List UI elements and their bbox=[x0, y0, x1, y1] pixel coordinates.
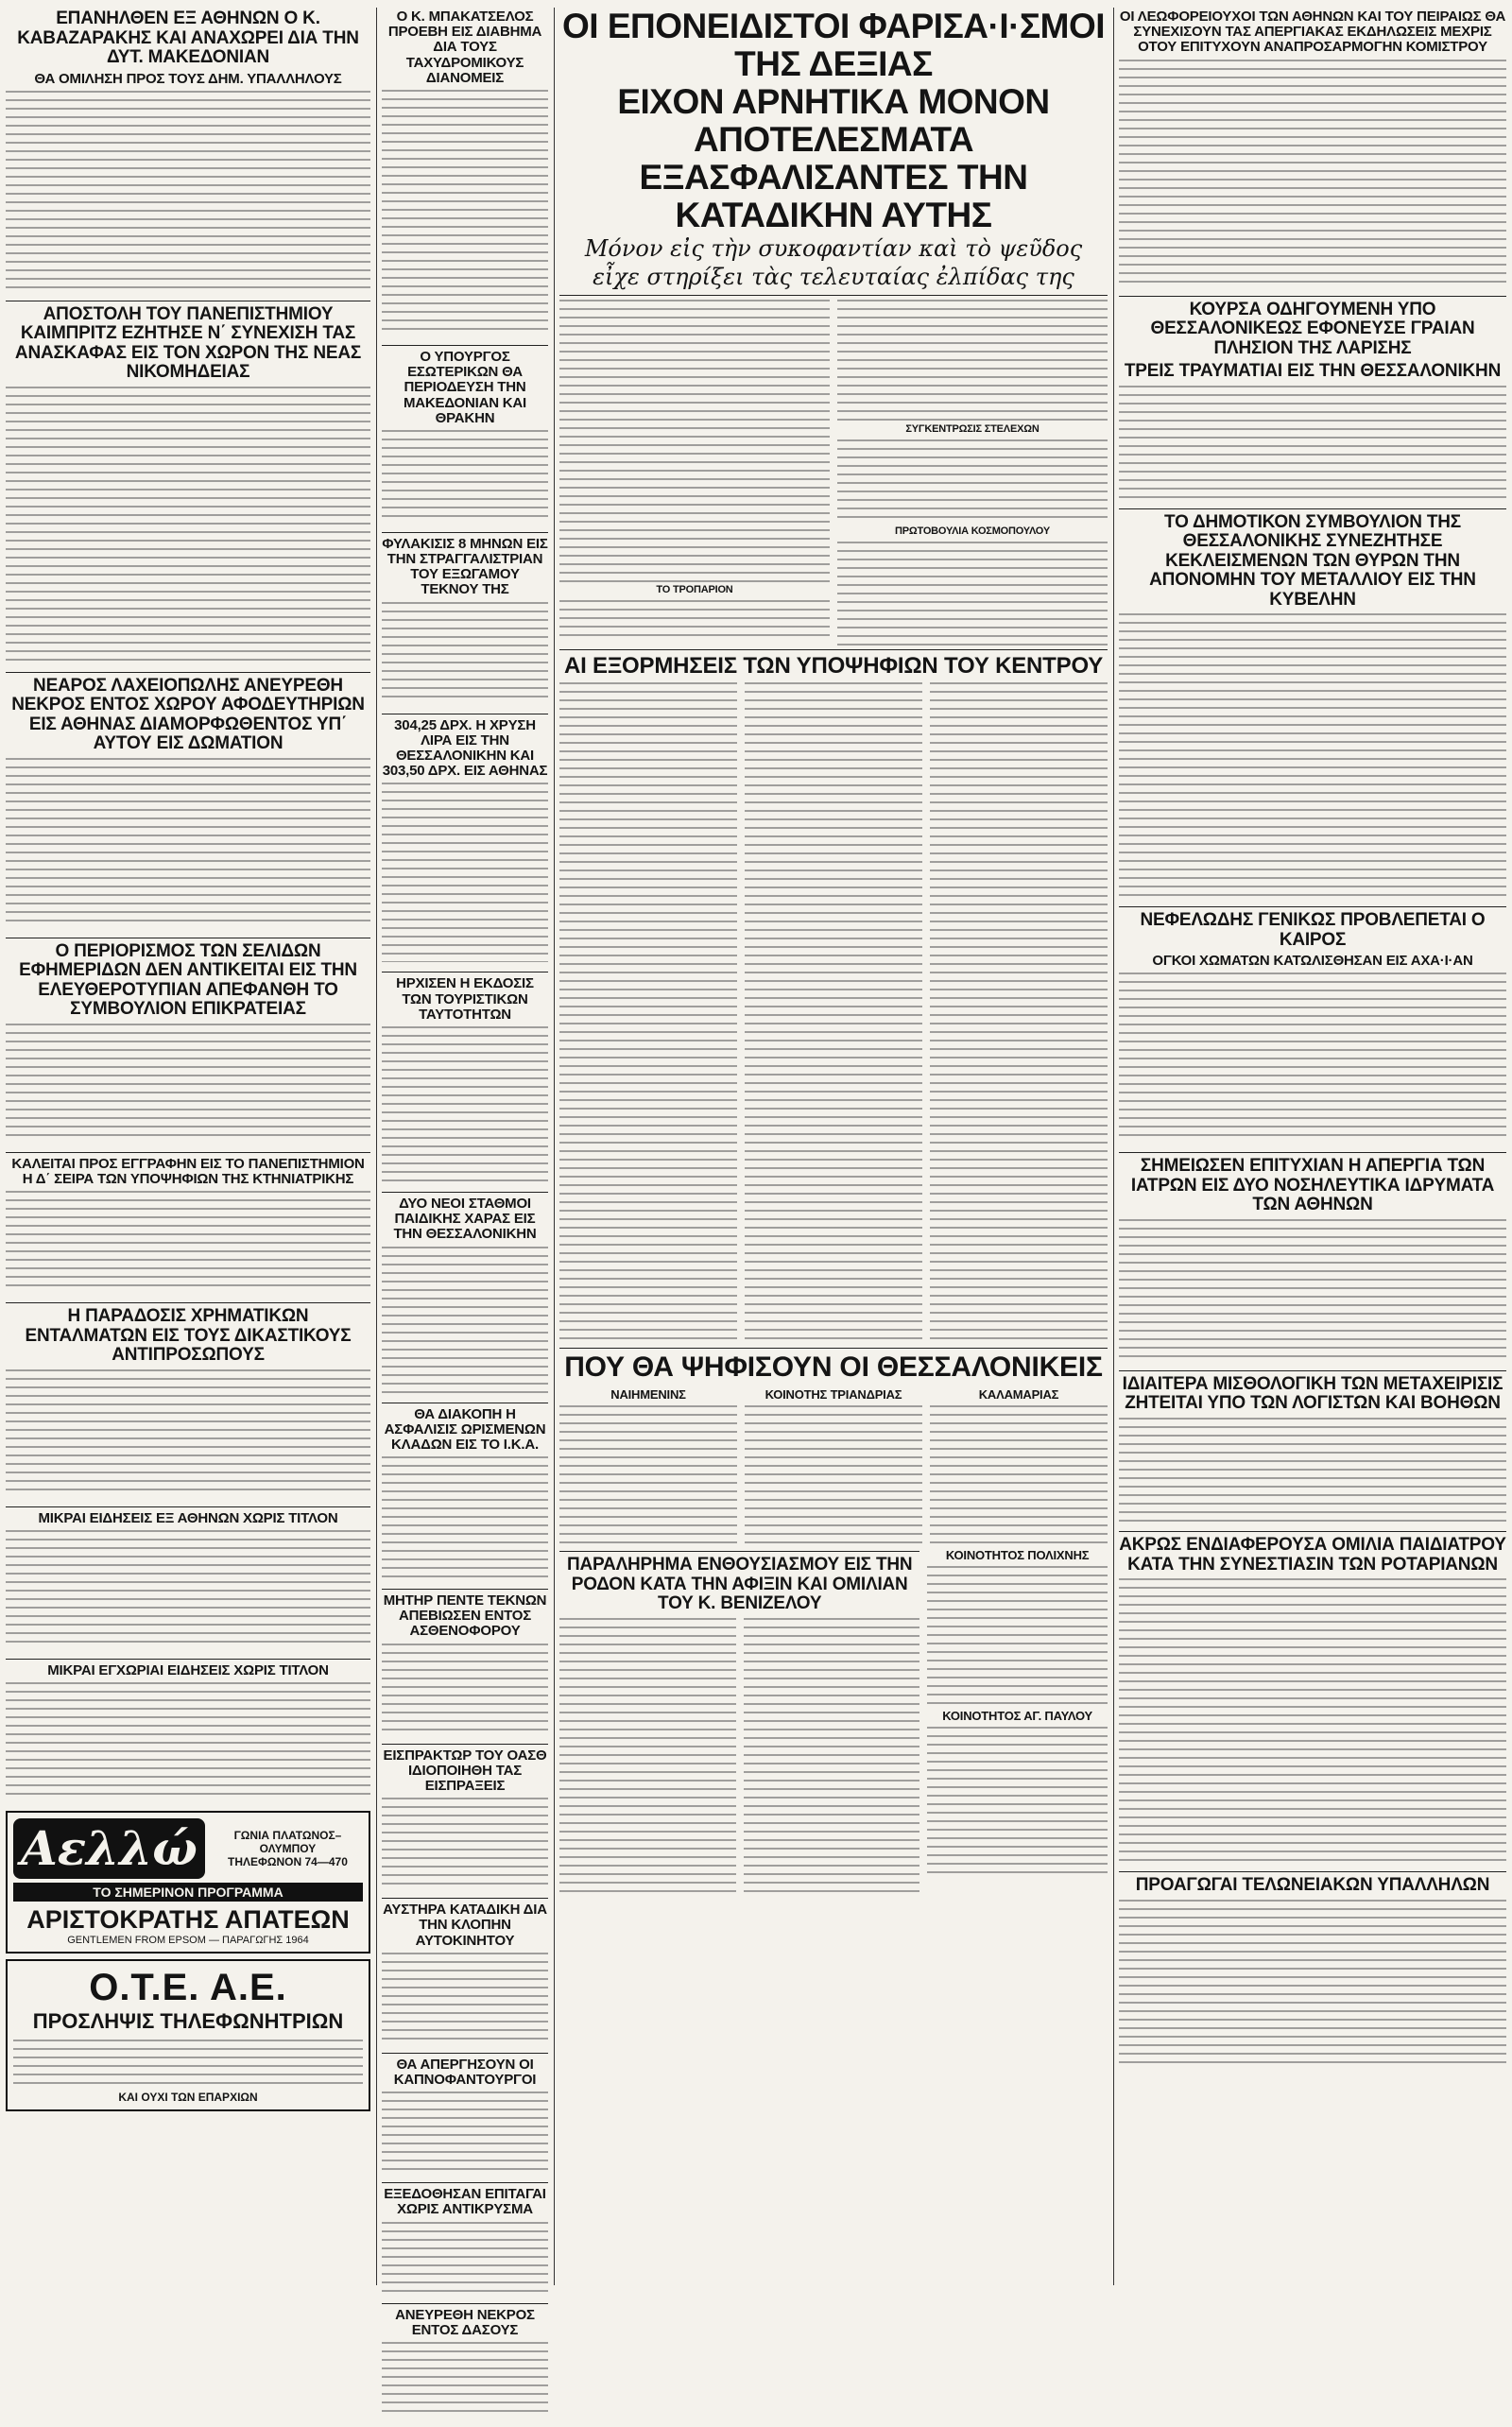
main-banner-headline bbox=[559, 8, 1108, 291]
headline: ΠΑΡΑΛΗΡΗΜΑ ΕΝΘΟΥΣΙΑΣΜΟΥ ΕΙΣ ΤΗΝ ΡΟΔΟΝ ΚΑΤΑ ΤΗΝ ΑΦΙΞΙΝ ΚΑΙ ΟΜΙΛΙΑΝ ΤΟΥ Κ. ΒΕΝΙΖΕΛΟΥ bbox=[566, 1555, 913, 1614]
article-text bbox=[1119, 1578, 1506, 1862]
headline: ΝΕΑΡΟΣ ΛΑΧΕΙΟΠΩΛΗΣ ΑΝΕΥΡΕΘΗ ΝΕΚΡΟΣ ΕΝΤΟΣ ΧΩΡΟΥ ΑΦΟΔΕΥΤΗΡΙΩΝ ΕΙΣ ΑΘΗΝΑΣ ΔΙΑΜΟΡΦΩΘΕΝΤΟΣ ΥΠ΄ ΑΥΤΟΥ ΕΙΣ ΔΩΜΑΤΙΟΝ bbox=[11, 675, 365, 754]
subheadline: ΤΡΕΙΣ ΤΡΑΥΜΑΤΙΑΙ ΕΙΣ ΤΗΝ ΘΕΣΣΑΛΟΝΙΚΗΝ bbox=[1124, 361, 1502, 382]
cinema-address: ΓΩΝΙΑ ΠΛΑΤΩΝΟΣ–ΟΛΥΜΠΟΥ bbox=[233, 1829, 342, 1856]
article-text bbox=[927, 1566, 1108, 1708]
banner-line: ΟΙ ΕΠΟΝΕΙΔΙΣΤΟΙ ΦΑΡΙΣΑ·Ι·ΣΜΟΙ ΤΗΣ ΔΕΞΙΑΣ bbox=[561, 8, 1106, 83]
article-text bbox=[1119, 1900, 1506, 2070]
cinema-phone: ΤΗΛΕΦΩΝΟΝ 74—470 bbox=[228, 1855, 348, 1869]
ad-text bbox=[13, 2040, 363, 2091]
headline: ΦΥΛΑΚΙΣΙΣ 8 ΜΗΝΩΝ ΕΙΣ ΤΗΝ ΣΤΡΑΓΓΑΛΙΣΤΡΙΑΝ ΤΟΥ ΕΞΩΓΑΜΟΥ ΤΕΚΝΟΥ ΤΗΣ bbox=[382, 535, 548, 598]
banner-subline: εἶχε στηρίξει τὰς τελευταίας ἐλπίδας της bbox=[593, 264, 1074, 290]
column-right bbox=[1119, 8, 1506, 2079]
article bbox=[6, 1307, 370, 1497]
ote-tail: ΚΑΙ ΟΥΧΙ ΤΩΝ ΕΠΑΡΧΙΩΝ bbox=[118, 2091, 258, 2105]
article-text bbox=[6, 387, 370, 663]
article-text bbox=[1119, 973, 1506, 1143]
article-text bbox=[6, 758, 370, 928]
article-text bbox=[927, 1727, 1108, 1878]
article-text bbox=[6, 1682, 370, 1801]
article-text bbox=[382, 2222, 548, 2294]
article-text bbox=[837, 439, 1108, 525]
article-text bbox=[1119, 1418, 1506, 1522]
article-text bbox=[745, 1405, 922, 1547]
article-text bbox=[6, 1191, 370, 1293]
headline: ΜΙΚΡΑΙ ΕΙΔΗΣΕΙΣ ΕΞ ΑΘΗΝΩΝ ΧΩΡΙΣ ΤΙΤΛΟΝ bbox=[38, 1509, 338, 1526]
subheadline: ΟΓΚΟΙ ΧΩΜΑΤΩΝ ΚΑΤΩΛΙΣΘΗΣΑΝ ΕΙΣ ΑΧΑ·Ι·ΑΝ bbox=[1152, 953, 1473, 970]
article bbox=[6, 305, 370, 663]
subheading: ΚΟΙΝΟΤΗΤΟΣ ΑΓ. ΠΑΥΛΟΥ bbox=[942, 1709, 1093, 1724]
article-text bbox=[559, 1618, 736, 1892]
article-text bbox=[1119, 60, 1506, 286]
column-rule bbox=[554, 8, 555, 2285]
article-text bbox=[930, 682, 1108, 1344]
article-text bbox=[382, 783, 548, 962]
program-bar: ΤΟ ΣΗΜΕΡΙΝΟΝ ΠΡΟΓΡΑΜΜΑ bbox=[13, 1883, 363, 1902]
article bbox=[6, 1157, 370, 1293]
article-text bbox=[930, 1405, 1108, 1547]
article-text bbox=[382, 1644, 548, 1734]
headline: ΑΚΡΩΣ ΕΝΔΙΑΦΕΡΟΥΣΑ ΟΜΙΛΙΑ ΠΑΙΔΙΑΤΡΟΥ ΚΑΤΑ ΤΗΝ ΣΥΝΕΣΤΙΑΣΙΝ ΤΩΝ ΡΟΤΑΡΙΑΝΩΝ bbox=[1119, 1535, 1506, 1575]
headline: ΠΟΥ ΘΑ ΨΗΦΙΣΟΥΝ ΟΙ ΘΕΣΣΑΛΟΝΙΚΕΙΣ bbox=[564, 1351, 1103, 1383]
banner-line: ΕΙΧΟΝ ΑΡΝΗΤΙΚΑ ΜΟΝΟΝ ΑΠΟΤΕΛΕΣΜΑΤΑ bbox=[617, 82, 1050, 159]
film-subtitle: GENTLEMEN FROM EPSOM — ΠΑΡΑΓΩΓΗΣ 1964 bbox=[67, 1935, 309, 1947]
headline: ΕΠΑΝΗΛΘΕΝ ΕΞ ΑΘΗΝΩΝ Ο Κ. ΚΑΒΑΖΑΡΑΚΗΣ ΚΑΙ ΑΝΑΧΩΡΕΙ ΔΙΑ ΤΗΝ ΔΥΤ. ΜΑΚΕΔΟΝΙΑΝ bbox=[17, 9, 359, 68]
article-text bbox=[1119, 386, 1506, 499]
cinema-advertisement bbox=[6, 1811, 370, 1954]
column-rule bbox=[1113, 8, 1114, 2285]
ote-title: Ο.Τ.Ε. Α.Ε. bbox=[89, 1967, 287, 2009]
article-text bbox=[837, 542, 1108, 645]
headline: ΝΕΦΕΛΩΔΗΣ ΓΕΝΙΚΩΣ ΠΡΟΒΛΕΠΕΤΑΙ Ο ΚΑΙΡΟΣ bbox=[1140, 910, 1486, 950]
article-text bbox=[382, 602, 548, 704]
article-text bbox=[382, 90, 548, 336]
headline: Ο ΠΕΡΙΟΡΙΣΜΟΣ ΤΩΝ ΣΕΛΙΔΩΝ ΕΦΗΜΕΡΙΔΩΝ ΔΕΝ ΑΝΤΙΚΕΙΤΑΙ ΕΙΣ ΤΗΝ ΕΛΕΥΘΕΡΟΤΥΠΙΑΝ ΑΠΕΦΑΝΘΗ ΤΟ ΣΥΜΒΟΥΛΙΟΝ ΕΠΙΚΡΑΤΕΙΑΣ bbox=[19, 940, 357, 1020]
film-title: ΑΡΙΣΤΟΚΡΑΤΗΣ ΑΠΑΤΕΩΝ bbox=[26, 1905, 350, 1935]
ote-advertisement bbox=[6, 1959, 370, 2111]
headline: ΜΙΚΡΑΙ ΕΓΧΩΡΙΑΙ ΕΙΔΗΣΕΙΣ ΧΩΡΙΣ ΤΙΤΛΟΝ bbox=[47, 1662, 329, 1679]
headline: ΟΙ ΛΕΩΦΟΡΕΙΟΥΧΟΙ ΤΩΝ ΑΘΗΝΩΝ ΚΑΙ ΤΟΥ ΠΕΙΡΑΙΩΣ ΘΑ ΣΥΝΕΧΙΣΟΥΝ ΤΑΣ ΑΠΕΡΓΙΑΚΑΣ ΕΚΔΗΛΩΣΕΙΣ ΜΕΧΡΙΣ ΟΤΟΥ ΕΠΙΤΥΧΟΥΝ ΑΝΑΠΡΟΣΑΡΜΟΓΗΝ ΚΟΜΙΣΤΡΟΥ bbox=[1119, 9, 1506, 56]
ote-subtitle: ΠΡΟΣΛΗΨΙΣ ΤΗΛΕΦΩΝΗΤΡΙΩΝ bbox=[32, 2009, 344, 2034]
article-text bbox=[382, 1953, 548, 2043]
article-text bbox=[559, 600, 830, 638]
article-text bbox=[559, 682, 737, 1344]
headline: Ο Κ. ΜΠΑΚΑΤΣΕΛΟΣ ΠΡΟΕΒΗ ΕΙΣ ΔΙΑΒΗΜΑ ΔΙΑ ΤΟΥΣ ΤΑΧΥΔΡΟΜΙΚΟΥΣ ΔΙΑΝΟΜΕΙΣ bbox=[387, 9, 542, 86]
column-second bbox=[382, 8, 548, 2427]
article-text bbox=[559, 1405, 737, 1547]
article-text bbox=[6, 1369, 370, 1497]
article-text bbox=[382, 2091, 548, 2173]
subheadline: ΘΑ ΟΜΙΛΗΣΗ ΠΡΟΣ ΤΟΥΣ ΔΗΜ. ΥΠΑΛΛΗΛΟΥΣ bbox=[34, 70, 342, 87]
article bbox=[6, 9, 370, 291]
headline: Ο ΥΠΟΥΡΓΟΣ ΕΣΩΤΕΡΙΚΩΝ ΘΑ ΠΕΡΙΟΔΕΥΣΗ ΤΗΝ ΜΑΚΕΔΟΝΙΑΝ ΚΑΙ ΘΡΑΚΗΝ bbox=[403, 348, 527, 426]
article-text bbox=[1119, 1219, 1506, 1361]
article bbox=[6, 942, 370, 1143]
headline: 304,25 ΔΡΧ. Η ΧΡΥΣΗ ΛΙΡΑ ΕΙΣ ΤΗΝ ΘΕΣΣΑΛΟΝΙΚΗΝ ΚΑΙ 303,50 ΔΡΧ. ΕΙΣ ΑΘΗΝΑΣ bbox=[382, 716, 548, 780]
article-text bbox=[6, 1530, 370, 1649]
article-text bbox=[6, 1024, 370, 1143]
headline: ΘΑ ΑΠΕΡΓΗΣΟΥΝ ΟΙ ΚΑΠΝΟΦΑΝΤΟΥΡΓΟΙ bbox=[393, 2056, 537, 2088]
article-text bbox=[1119, 613, 1506, 897]
article-text bbox=[382, 1456, 548, 1579]
cinema-logo: Αελλώ bbox=[13, 1818, 205, 1879]
subheading: ΚΑΛΑΜΑΡΙΑΣ bbox=[978, 1387, 1059, 1403]
article-text bbox=[559, 300, 830, 583]
article-text bbox=[837, 300, 1108, 422]
subheading: ΠΡΩΤΟΒΟΥΛΙΑ ΚΟΣΜΟΠΟΥΛΟΥ bbox=[895, 525, 1050, 537]
article-text bbox=[744, 1618, 920, 1892]
headline: ΘΑ ΔΙΑΚΟΠΗ Η ΑΣΦΑΛΙΣΙΣ ΩΡΙΣΜΕΝΩΝ ΚΛΑΔΩΝ ΕΙΣ ΤΟ Ι.Κ.Α. bbox=[384, 1405, 546, 1453]
subheading: ΝΑΙΗΜΕΝΙΝΣ bbox=[610, 1387, 686, 1403]
column-rule bbox=[376, 8, 377, 2285]
article-text bbox=[6, 91, 370, 291]
subheading: ΤΟ ΤΡΟΠΑΡΙΟΝ bbox=[656, 584, 733, 595]
article-text bbox=[382, 430, 548, 523]
headline: ΑΝΕΥΡΕΘΗ ΝΕΚΡΟΣ ΕΝΤΟΣ ΔΑΣΟΥΣ bbox=[395, 2306, 535, 2338]
subheading: ΚΟΙΝΟΤΗΤΟΣ ΠΟΛΙΧΝΗΣ bbox=[945, 1548, 1090, 1563]
article bbox=[6, 1663, 370, 1801]
headline: ΤΟ ΔΗΜΟΤΙΚΟΝ ΣΥΜΒΟΥΛΙΟΝ ΤΗΣ ΘΕΣΣΑΛΟΝΙΚΗΣ ΣΥΝΕΖΗΤΗΣΕ ΚΕΚΛΕΙΣΜΕΝΩΝ ΤΩΝ ΘΥΡΩΝ ΤΗΝ ΑΠΟΝΟΜΗΝ ΤΟΥ ΜΕΤΑΛΛΙΟΥ ΕΙΣ ΤΗΝ ΚΥΒΕΛΗΝ bbox=[1149, 511, 1476, 610]
article-text bbox=[382, 1798, 548, 1888]
headline: ΜΗΤΗΡ ΠΕΝΤΕ ΤΕΚΝΩΝ ΑΠΕΒΙΩΣΕΝ ΕΝΤΟΣ ΑΣΘΕΝΟΦΟΡΟΥ bbox=[383, 1592, 547, 1640]
banner-line: ΕΞΑΣΦΑΛΙΣΑΝΤΕΣ ΤΗΝ ΚΑΤΑΔΙΚΗΝ ΑΥΤΗΣ bbox=[639, 158, 1028, 234]
headline: ΔΥΟ ΝΕΟΙ ΣΤΑΘΜΟΙ ΠΑΙΔΙΚΗΣ ΧΑΡΑΣ ΕΙΣ ΤΗΝ ΘΕΣΣΑΛΟΝΙΚΗΝ bbox=[393, 1195, 537, 1243]
headline: ΑΥΣΤΗΡΑ ΚΑΤΑΔΙΚΗ ΔΙΑ ΤΗΝ ΚΛΟΠΗΝ ΑΥΤΟΚΙΝΗΤΟΥ bbox=[383, 1902, 547, 1949]
headline: ΠΡΟΑΓΩΓΑΙ ΤΕΛΩΝΕΙΑΚΩΝ ΥΠΑΛΛΗΛΩΝ bbox=[1135, 1875, 1490, 1896]
headline: ΕΞΕΔΟΘΗΣΑΝ ΕΠΙΤΑΓΑΙ ΧΩΡΙΣ ΑΝΤΙΚΡΥΣΜΑ bbox=[384, 2186, 546, 2218]
headline: ΗΡΧΙΣΕΝ Η ΕΚΔΟΣΙΣ ΤΩΝ ΤΟΥΡΙΣΤΙΚΩΝ ΤΑΥΤΟΤΗΤΩΝ bbox=[396, 975, 534, 1023]
headline: ΕΙΣΠΡΑΚΤΩΡ ΤΟΥ ΟΑΣΘ ΙΔΙΟΠΟΙΗΘΗ ΤΑΣ ΕΙΣΠΡΑΞΕΙΣ bbox=[383, 1747, 547, 1794]
headline: ΚΟΥΡΣΑ ΟΔΗΓΟΥΜΕΝΗ ΥΠΟ ΘΕΣΣΑΛΟΝΙΚΕΩΣ ΕΦΟΝΕΥΣΕ ΓΡΑΙΑΝ ΠΛΗΣΙΟΝ ΤΗΣ ΛΑΡΙΣΗΣ bbox=[1150, 299, 1475, 358]
article-text bbox=[382, 1247, 548, 1393]
article-text bbox=[382, 1026, 548, 1182]
headline: Η ΠΑΡΑΔΟΣΙΣ ΧΡΗΜΑΤΙΚΩΝ ΕΝΤΑΛΜΑΤΩΝ ΕΙΣ ΤΟΥΣ ΔΙΚΑΣΤΙΚΟΥΣ ΑΝΤΙΠΡΟΣΩΠΟΥΣ bbox=[25, 1306, 352, 1366]
headline: ΑΠΟΣΤΟΛΗ ΤΟΥ ΠΑΝΕΠΙΣΤΗΜΙΟΥ ΚΑΙΜΠΡΙΤΖ ΕΖΗΤΗΣΕ Ν΄ ΣΥΝΕΧΙΣΗ ΤΑΣ ΑΝΑΣΚΑΦΑΣ ΕΙΣ ΤΟΝ ΧΩΡΟΝ ΤΗΣ ΝΕΑΣ ΝΙΚΟΜΗΔΕΙΑΣ bbox=[14, 303, 362, 383]
article bbox=[6, 1511, 370, 1649]
headline: ΚΑΛΕΙΤΑΙ ΠΡΟΣ ΕΓΓΡΑΦΗΝ ΕΙΣ ΤΟ ΠΑΝΕΠΙΣΤΗΜΙΟΝ Η Δ΄ ΣΕΙΡΑ ΤΩΝ ΥΠΟΨΗΦΙΩΝ ΤΗΣ ΚΤΗΝΙΑΤΡΙΚΗΣ bbox=[11, 1155, 365, 1188]
subheading: ΣΥΓΚΕΝΤΡΩΣΙΣ ΣΤΕΛΕΧΩΝ bbox=[905, 423, 1040, 435]
article-text bbox=[745, 682, 922, 1344]
article bbox=[6, 677, 370, 928]
article-text bbox=[382, 2342, 548, 2418]
banner-subline: Μόνον εἰς τὴν συκοφαντίαν καὶ τὸ ψεῦδος bbox=[584, 235, 1083, 262]
headline: ΑΙ ΕΞΟΡΜΗΣΕΙΣ ΤΩΝ ΥΠΟΨΗΦΙΩΝ ΤΟΥ ΚΕΝΤΡΟΥ bbox=[563, 652, 1104, 679]
column-center bbox=[559, 8, 1108, 1892]
headline: ΣΗΜΕΙΩΣΕΝ ΕΠΙΤΥΧΙΑΝ Η ΑΠΕΡΓΙΑ ΤΩΝ ΙΑΤΡΩΝ ΕΙΣ ΔΥΟ ΝΟΣΗΛΕΥΤΙΚΑ ΙΔΡΥΜΑΤΑ ΤΩΝ ΑΘΗΝΩΝ bbox=[1130, 1156, 1495, 1215]
headline: ΙΔΙΑΙΤΕΡΑ ΜΙΣΘΟΛΟΓΙΚΗ ΤΩΝ ΜΕΤΑΧΕΙΡΙΣΙΣ ΖΗΤΕΙΤΑΙ ΥΠΟ ΤΩΝ ΛΟΓΙΣΤΩΝ ΚΑΙ ΒΟΗΘΩΝ bbox=[1122, 1373, 1503, 1414]
subheading: ΚΟΙΝΟΤΗΣ ΤΡΙΑΝΔΡΙΑΣ bbox=[765, 1387, 902, 1403]
column-left bbox=[6, 8, 370, 2111]
